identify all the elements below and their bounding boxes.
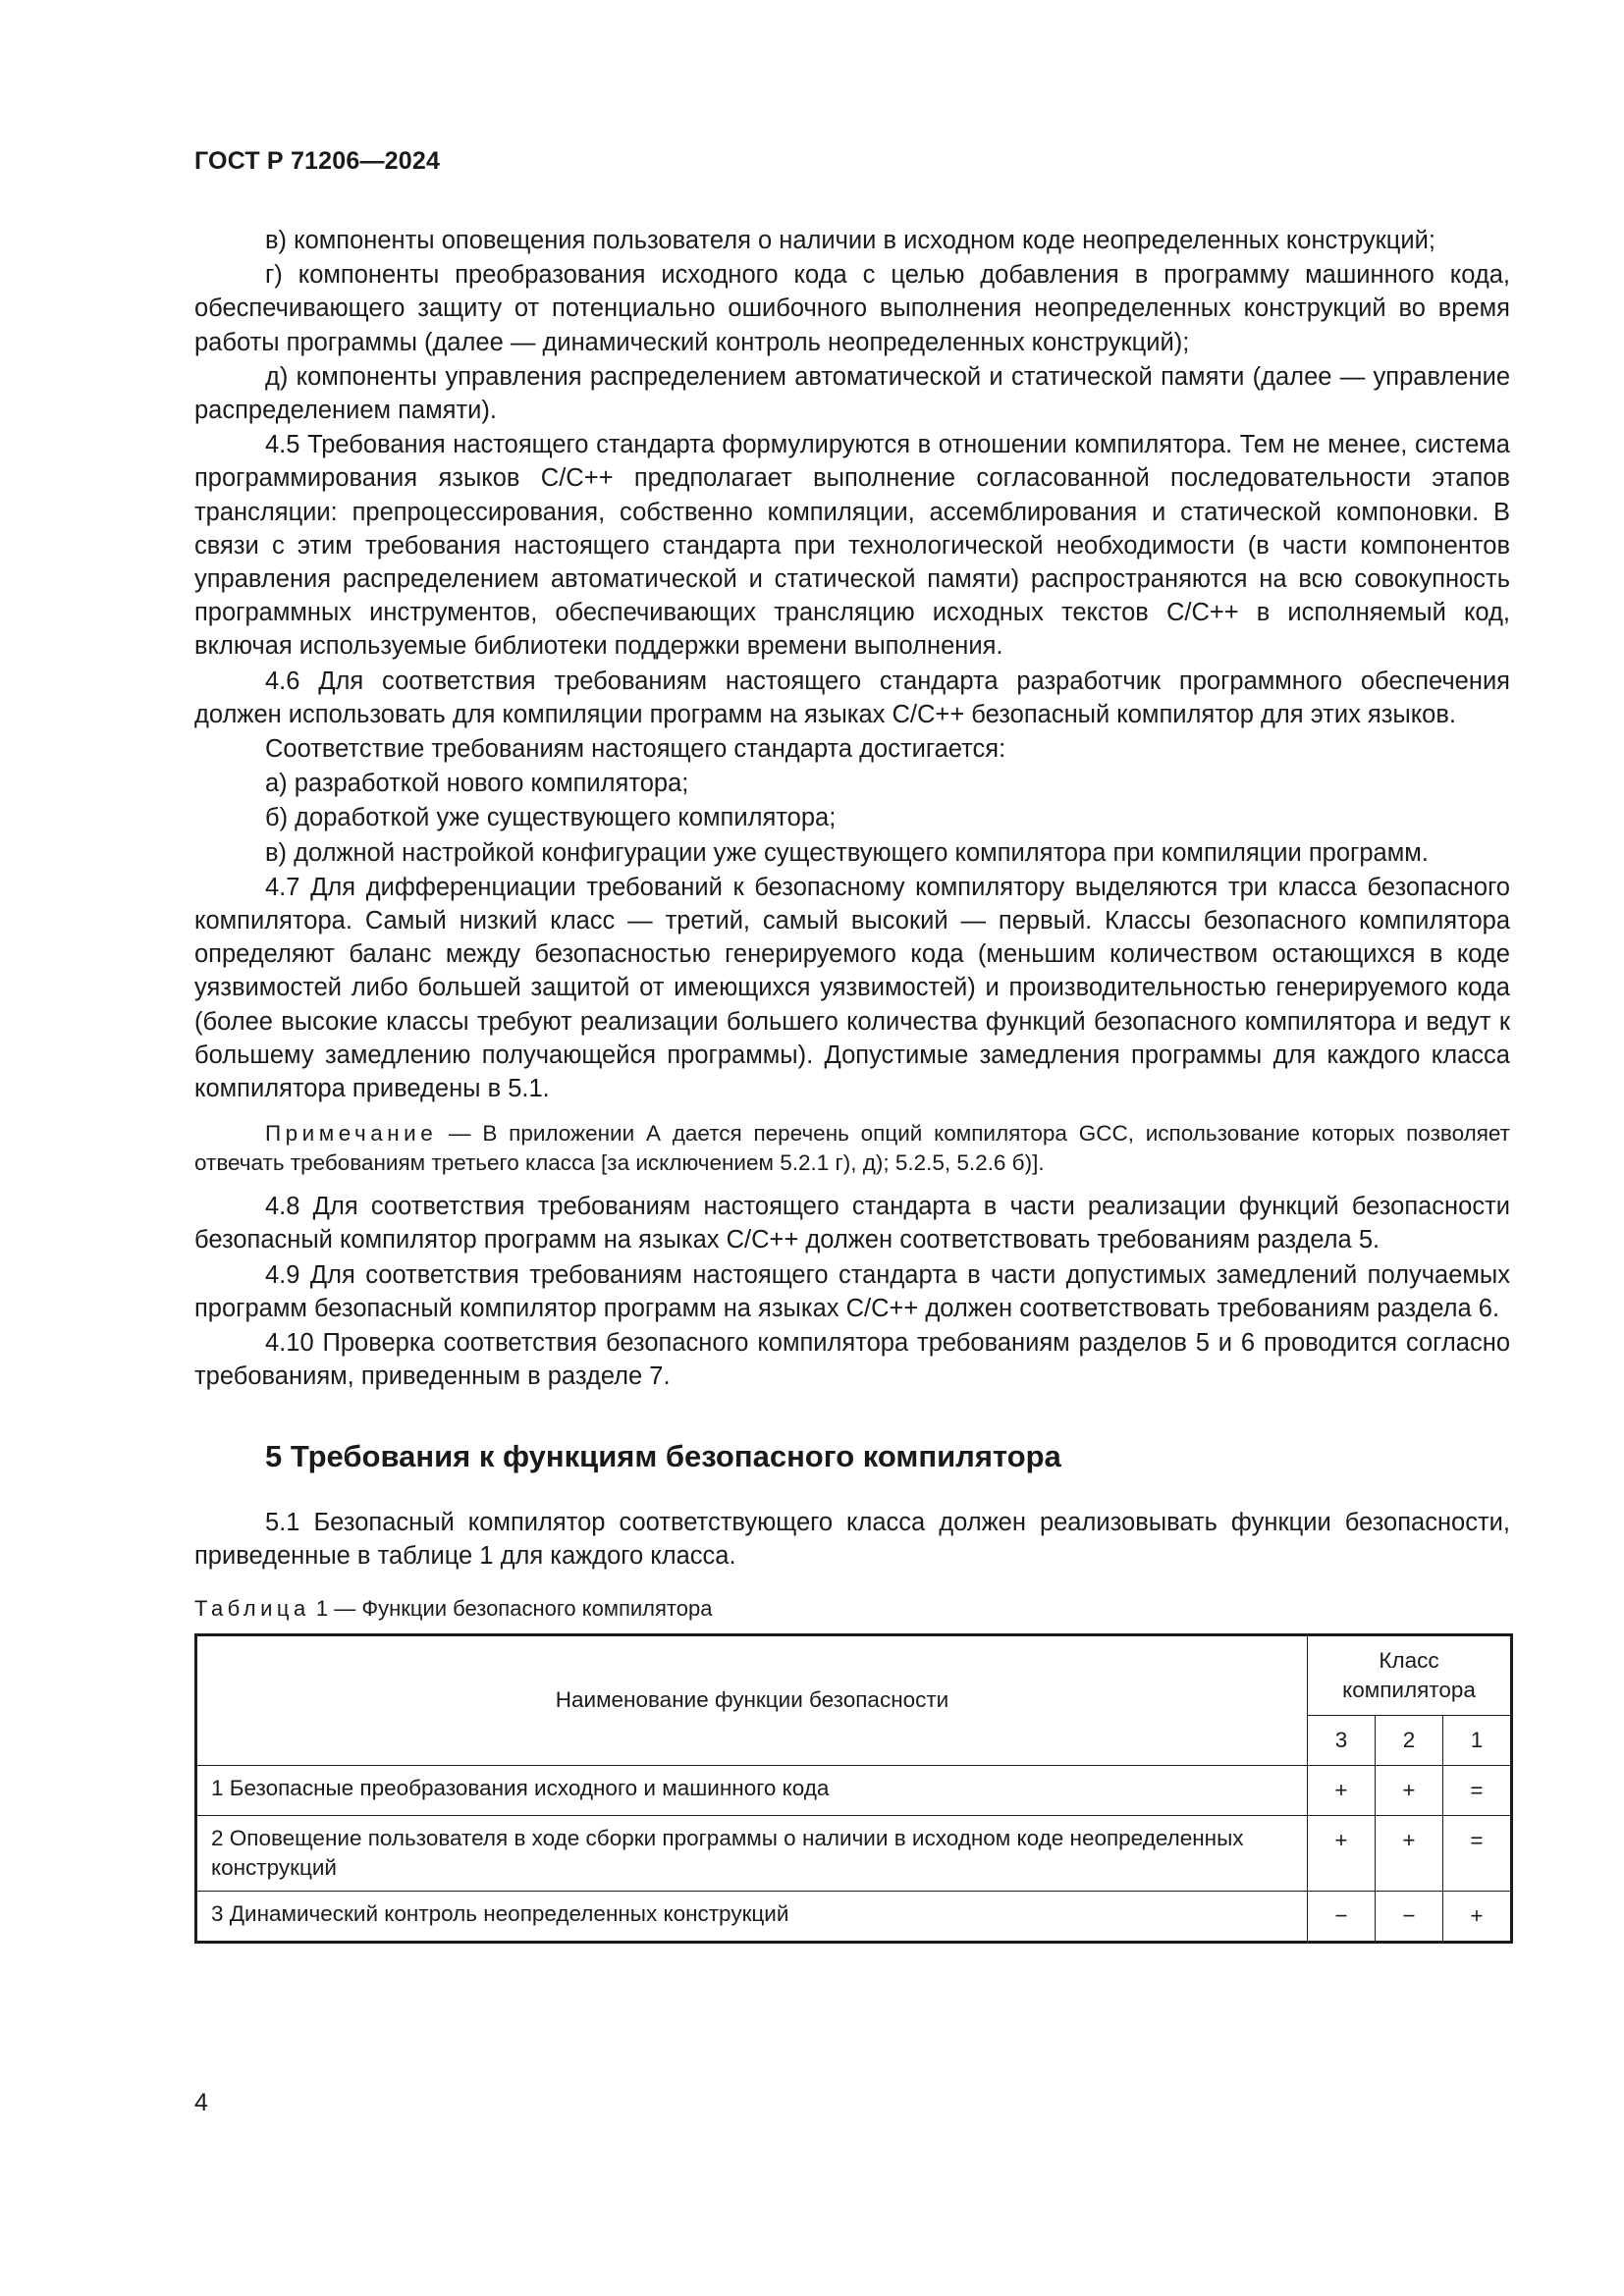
row-class-2: + [1376,1815,1443,1891]
table-row [196,1891,1512,1942]
table-row [196,1765,1512,1815]
section-5-title: 5 Требования к функциям безопасного компилятора [265,1438,1061,1473]
security-functions-table [194,1633,1513,1944]
row-class-3: + [1308,1765,1376,1815]
header-function-name: Наименование функции безопасности [196,1634,1308,1765]
clause-4-6: 4.6 Для соответствия требованиям настоящего стандарта разработчик программного обеспечения должен использовать для компиляции программ на языках С/С++ безопасный компилятор для этих языков. [194,667,1510,728]
row-class-2: + [1376,1765,1443,1815]
note [194,1119,1510,1178]
row-function-name: 1 Безопасные преобразования исходного и машинного кода [196,1765,1308,1815]
page-number: 4 [194,2089,208,2116]
clause-4-5: 4.5 Требования настоящего стандарта формулируются в отношении компилятора. Тем не менее, система программирования языков С/С++ предполагает выполнение согласованной последовательности этапов трансляции: препроцессирования, собственно компиляции, ассемблирования и статической компоновки. В связи с этим требования настоящего стандарта при технологической необходимости (в части компонентов управления распределением автоматической и статической памяти) распространяются на всю совокупность программных инструментов, обеспечивающих трансляцию исходных текстов С/С++ в исполняемый код, включая используемые библиотеки поддержки времени выполнения. [194,431,1510,661]
table-header-row [196,1634,1512,1715]
conformance-intro: Соответствие требованиям настоящего стандарта достигается: [265,735,1006,764]
clause-4-7: 4.7 Для дифференциации требований к безопасному компилятору выделяются три класса безопасного компилятора. Самый низкий класс — третий, самый высокий — первый. Классы безопасного компилятора определяют баланс между безопасностью генерируемого кода (меньшим количеством остающихся в коде уязвимостей либо большей защитой от имеющихся уязвимостей) и производительностью генерируемого кода (более высокие классы требуют реализации большего количества функций безопасного компилятора и ведут к большему замедлению получающейся программы). Допустимые замедления программы для каждого класса компилятора приведены в 5.1. [194,873,1510,1103]
row-function-name: 3 Динамический контроль неопределенных конструкций [196,1891,1308,1942]
header-compiler-class: Класс компилятора [1308,1634,1512,1715]
row-class-1: = [1443,1765,1512,1815]
document-body [194,224,1510,1944]
table-caption [194,1594,1510,1624]
list-item-a: а) разработкой нового компилятора; [265,770,689,798]
row-class-2: − [1376,1891,1443,1942]
list-item-b: б) доработкой уже существующего компилятора; [265,804,837,832]
header-class-1: 1 [1443,1715,1512,1765]
list-item-g: г) компоненты преобразования исходного кода с целью добавления в программу машинного кода, обеспечивающего защиту от потенциально ошибочного выполнения неопределенных конструкций во время работы программы (далее — динамический контроль неопределенных конструкций); [194,261,1510,356]
table-caption-text: 1 — Функции безопасного компилятора [309,1595,713,1621]
clause-4-9: 4.9 Для соответствия требованиям настоящего стандарта в части допустимых замедлений получаемых программ безопасный компилятор программ на языках С/С++ должен соответствовать требованиям раздела 6. [194,1260,1510,1322]
table-row [196,1815,1512,1891]
note-label: Примечание [265,1121,438,1147]
header-class-2: 2 [1376,1715,1443,1765]
list-item-v2: в) должной настройкой конфигурации уже существующего компилятора при компиляции программ. [265,838,1429,867]
note-text: — В приложении А дается перечень опций компилятора GCC, использование которых позволяет отвечать требованиям третьего класса [за исключением 5.2.1 г), д); 5.2.5, 5.2.6 б)]. [194,1121,1510,1176]
table-caption-label: Таблица [194,1595,310,1621]
row-class-3: − [1308,1891,1376,1942]
row-class-1: = [1443,1815,1512,1891]
list-item-d: д) компоненты управления распределением автоматической и статической памяти (далее — управление распределением памяти). [194,362,1510,425]
header-class-3: 3 [1308,1715,1376,1765]
list-item-v: в) компоненты оповещения пользователя о наличии в исходном коде неопределенных конструкций; [265,227,1435,254]
document-header: ГОСТ Р 71206—2024 [194,147,441,175]
row-function-name: 2 Оповещение пользователя в ходе сборки программы о наличии в исходном коде неопределенных конструкций [196,1815,1308,1891]
clause-4-10: 4.10 Проверка соответствия безопасного компилятора требованиям разделов 5 и 6 проводится согласно требованиям, приведенным в разделе 7. [194,1329,1510,1391]
clause-4-8: 4.8 Для соответствия требованиям настоящего стандарта в части реализации функций безопасности безопасный компилятор программ на языках С/С++ должен соответствовать требованиям раздела 5. [194,1193,1510,1255]
row-class-1: + [1443,1891,1512,1942]
row-class-3: + [1308,1815,1376,1891]
clause-5-1: 5.1 Безопасный компилятор соответствующего класса должен реализовывать функции безопасности, приведенные в таблице 1 для каждого класса. [194,1508,1510,1570]
